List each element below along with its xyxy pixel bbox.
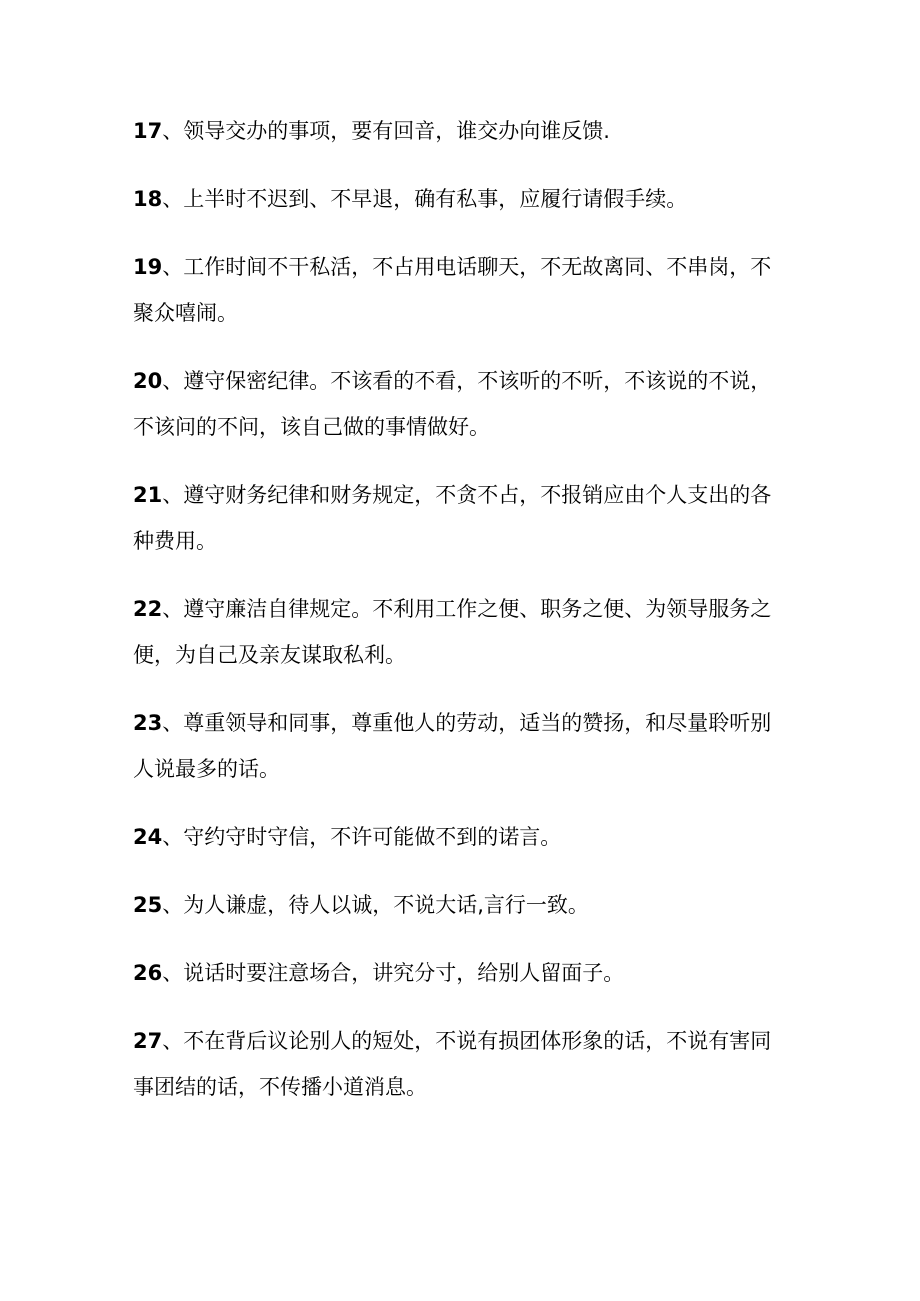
rule-text: 、工作时间不干私活，不占用电话聊天，不无故离同、不串岗，不聚众嘻闹。	[133, 255, 772, 325]
rule-text: 、尊重领导和同事，尊重他人的劳动，适当的赞扬，和尽量聆听别人说最多的话。	[133, 711, 772, 781]
rule-item-22	[133, 586, 783, 678]
rule-text: 、守约守时守信，不许可能做不到的诺言。	[162, 825, 562, 849]
rules-list	[133, 108, 783, 1132]
rule-item-20	[133, 358, 783, 450]
rule-item-18	[133, 176, 783, 222]
rule-number: 25	[133, 893, 163, 917]
rule-item-19	[133, 244, 783, 336]
rule-text: 、上半时不迟到、不早退，确有私事，应履行请假手续。	[162, 187, 688, 211]
rule-number: 26	[133, 961, 163, 985]
rule-text: 、遵守廉洁自律规定。不利用工作之便、职务之便、为领导服务之便，为自己及亲友谋取私利。	[133, 597, 772, 667]
rule-number: 18	[133, 187, 163, 211]
rule-text: 、遵守财务纪律和财务规定，不贪不占，不报销应由个人支出的各种费用。	[133, 483, 772, 553]
rule-number: 24	[133, 825, 163, 849]
rule-item-21	[133, 472, 783, 564]
rule-text: 、为人谦虚，待人以诚，不说大话,言行一致。	[162, 893, 589, 917]
rule-item-17	[133, 108, 783, 154]
rule-text: 、领导交办的事项，要有回音，谁交办向谁反馈.	[162, 119, 610, 143]
rule-item-25	[133, 882, 783, 928]
rule-text: 、遵守保密纪律。不该看的不看，不该听的不听，不该说的不说，不该问的不问，该自己做的事情做好。	[133, 369, 772, 439]
rule-number: 17	[133, 119, 163, 143]
rule-item-24	[133, 814, 783, 860]
rule-number: 22	[133, 597, 163, 621]
rule-text: 、不在背后议论别人的短处，不说有损团体形象的话，不说有害同事团结的话，不传播小道消息。	[133, 1029, 772, 1099]
rule-text: 、说话时要注意场合，讲究分寸，给别人留面子。	[162, 961, 625, 985]
rule-number: 27	[133, 1029, 163, 1053]
rule-number: 23	[133, 711, 163, 735]
rule-item-23	[133, 700, 783, 792]
rule-number: 19	[133, 255, 163, 279]
rule-number: 21	[133, 483, 163, 507]
rule-number: 20	[133, 369, 163, 393]
rule-item-26	[133, 950, 783, 996]
rule-item-27	[133, 1018, 783, 1110]
